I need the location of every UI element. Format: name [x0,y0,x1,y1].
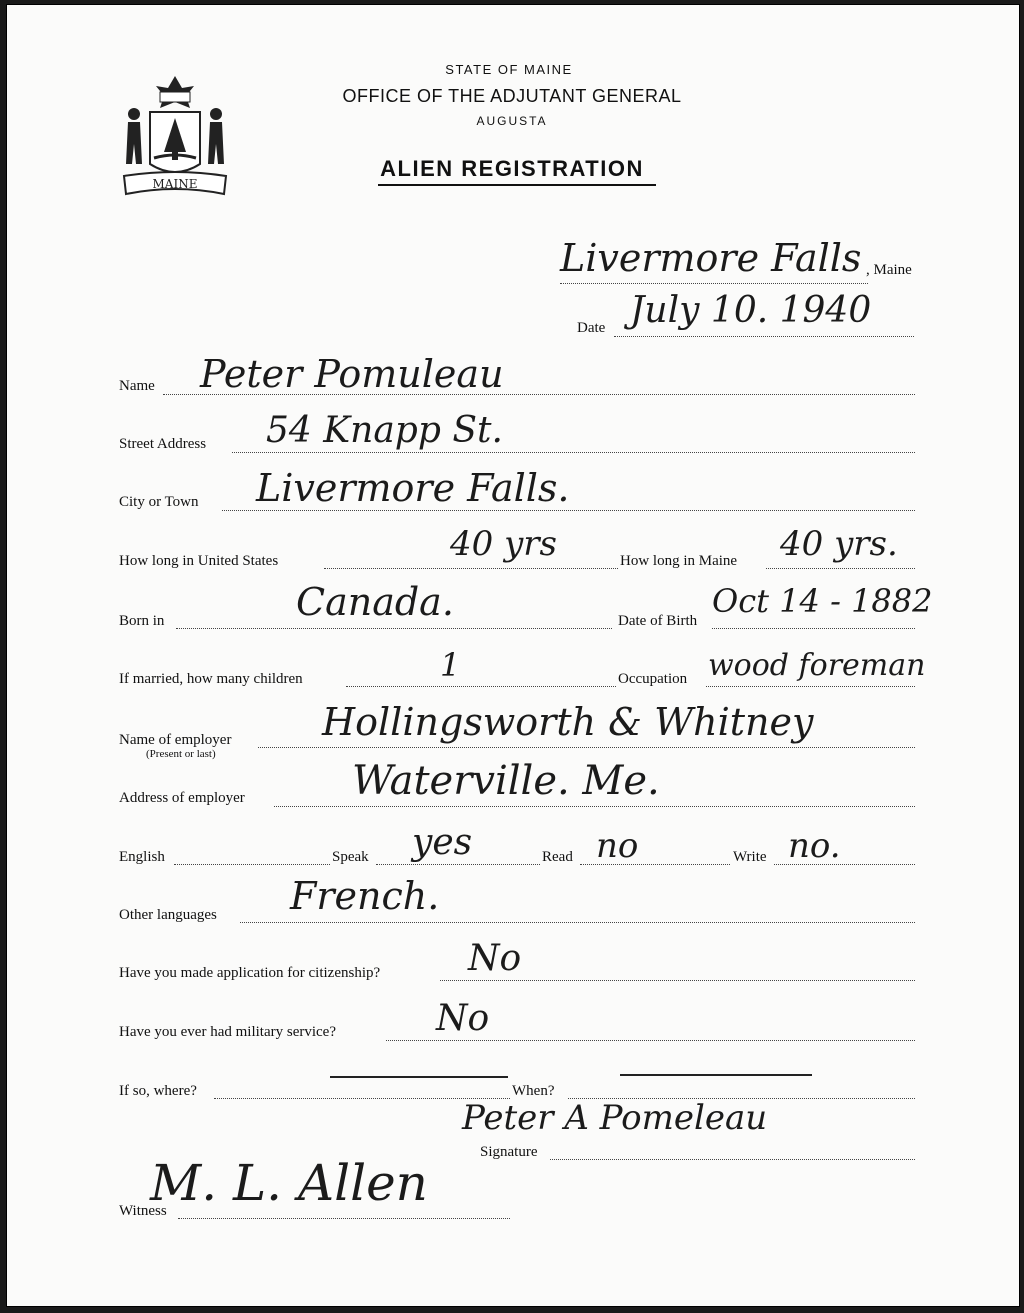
witness-value: M. L. Allen [150,1154,428,1212]
other-languages-value: French. [290,874,440,918]
employer-address-value: Waterville. Me. [352,758,660,804]
where-dash [330,1076,508,1078]
name-value: Peter Pomuleau [200,352,504,396]
write-label: Write [733,849,767,865]
city-label: City or Town [119,494,199,510]
signature-label: Signature [480,1144,538,1160]
military-label: Have you ever had military service? [119,1024,336,1040]
name-label: Name [119,378,155,394]
how-long-us-value: 40 yrs [450,524,557,564]
dob-label: Date of Birth [618,613,698,629]
svg-text:MAINE: MAINE [152,177,198,191]
read-value: no [596,826,639,866]
read-label: Read [542,849,573,865]
dob-value: Oct 14 - 1882 [712,582,933,620]
occupation-value: wood foreman [708,648,926,683]
employer-note: (Present or last) [146,748,216,760]
employer-address-label: Address of employer [119,790,245,806]
header-state: STATE OF MAINE [445,62,573,77]
children-value: 1 [440,646,461,684]
speak-label: Speak [332,849,369,865]
other-languages-label: Other languages [119,907,217,923]
write-value: no. [788,826,841,866]
military-value: No [436,998,490,1039]
witness-label: Witness [119,1203,167,1219]
children-label: If married, how many children [119,671,303,687]
street-value: 54 Knapp St. [266,410,503,451]
where-label: If so, where? [119,1083,197,1099]
maine-label: , Maine [866,262,912,278]
date-value: July 10. 1940 [630,290,872,331]
title-underline [378,184,656,186]
how-long-us-label: How long in United States [119,553,279,569]
header-office: OFFICE OF THE ADJUTANT GENERAL [342,86,682,106]
citizenship-value: No [468,938,522,979]
street-label: Street Address [119,436,207,452]
city-value: Livermore Falls. [256,466,570,510]
town-value: Livermore Falls [560,236,862,280]
born-in-label: Born in [119,613,165,629]
date-label: Date [577,320,606,336]
citizenship-label: Have you made application for citizenship? [119,965,381,981]
occupation-label: Occupation [618,671,688,687]
how-long-maine-label: How long in Maine [620,553,738,569]
born-in-value: Canada. [296,580,454,624]
form-title: ALIEN REGISTRATION [380,156,644,181]
employer-label: Name of employer [119,732,232,748]
how-long-maine-value: 40 yrs. [780,524,898,564]
when-dash [620,1074,812,1076]
header-city: AUGUSTA [476,114,548,128]
speak-value: yes [412,822,473,863]
when-label: When? [512,1083,555,1099]
signature-value: Peter A Pomeleau [462,1098,768,1138]
english-label: English [119,849,165,865]
employer-value: Hollingsworth & Whitney [322,700,814,744]
